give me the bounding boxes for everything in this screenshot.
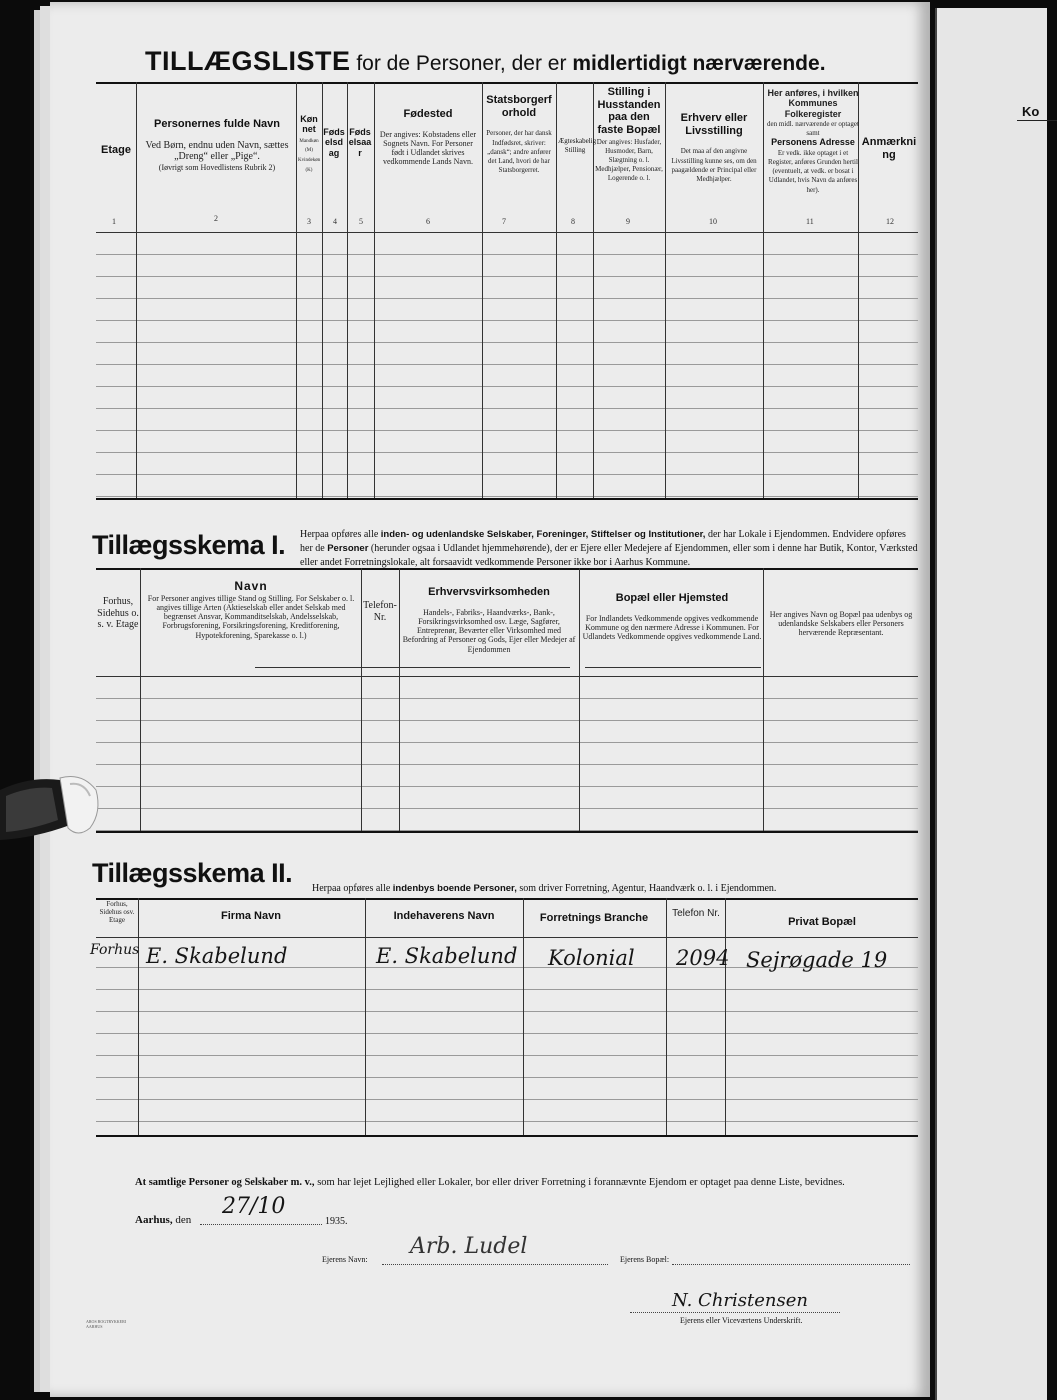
printer-mark: AROS BOGTRYKKERI AARHUS xyxy=(86,1319,127,1329)
row-rule xyxy=(96,786,918,787)
row-rule xyxy=(96,989,918,990)
row-rule xyxy=(96,254,918,255)
s1-col-repraesentant: Her angives Navn og Bopæl paa udenbys og udenlandske Selskabers eller Personers herværende Repræsentant. xyxy=(769,610,913,638)
row-rule xyxy=(96,1055,918,1056)
row1-firma: E. Skabelund xyxy=(146,944,288,968)
column-rule xyxy=(556,82,557,498)
s1-col-erhverv: Erhvervsvirksomheden xyxy=(428,586,550,598)
owner-address-label: Ejerens Bopæl: xyxy=(620,1255,670,1264)
s1-col-bopael: Bopæl eller Hjemsted xyxy=(615,592,729,604)
s2-col-firma: Firma Navn xyxy=(221,910,281,922)
col-statsborgerforhold: Statsborgerforhold xyxy=(486,94,552,119)
schema1-title: Tillægsskema I. xyxy=(92,530,286,560)
row-rule xyxy=(96,830,918,831)
date-handwritten: 27/10 xyxy=(222,1194,286,1219)
binder-clip-icon xyxy=(0,770,100,845)
row1-bopael: Sejrøgade 19 xyxy=(746,948,888,972)
col-foedselsaar: Fødselsaar xyxy=(348,127,372,158)
col-stilling: Stilling i Husstanden paa den faste Bopæl xyxy=(597,86,661,136)
s2-col-bopael: Privat Bopæl xyxy=(788,916,856,928)
column-rule xyxy=(523,898,524,1135)
row1-telefon: 2094 xyxy=(676,946,730,970)
date-line: Aarhus, den xyxy=(135,1214,192,1226)
column-rule xyxy=(763,568,764,831)
row1-etage: Forhus xyxy=(90,942,140,958)
column-rule xyxy=(482,82,483,498)
row-rule xyxy=(96,742,918,743)
row-rule xyxy=(96,276,918,277)
row1-branche: Kolonial xyxy=(548,946,635,970)
row-rule xyxy=(96,1077,918,1078)
row-rule xyxy=(96,452,918,453)
row-rule xyxy=(96,298,918,299)
column-rule xyxy=(763,82,764,498)
row-rule xyxy=(96,430,918,431)
schema2-title: Tillægsskema II. xyxy=(92,858,293,888)
row-rule xyxy=(96,342,918,343)
col-erhverv: Erhverv eller Livsstilling xyxy=(680,112,748,137)
year: 1935. xyxy=(325,1216,348,1227)
signature-label: Ejerens eller Viceværtens Underskrift. xyxy=(680,1316,803,1325)
owner-name-handwritten: Arb. Ludel xyxy=(410,1234,528,1259)
column-rule xyxy=(665,82,666,498)
row1-indehaver: E. Skabelund xyxy=(376,944,518,968)
col-aegteskabelig: Ægteskabelig Stilling xyxy=(558,137,597,155)
row-rule xyxy=(96,1033,918,1034)
row-rule xyxy=(96,320,918,321)
s1-col-navn: Navn xyxy=(234,579,268,593)
ledger-page: TILLÆGSLISTE for de Personer, der er midlertidigt nærværende. Etage Personernes fulde Navn Ved Børn, endnu uden Navn, sættes „Dreng“ eller „Pige“. (Iøvrigt som Hovedlistens Rubrik 2) Kønnet Mandkøn (M) Kvindekøn (K) Fødselsdag Fødselsaar Fødested Der angives: Kobstadens eller Sognets Navn. For Personer født i Udlandet skrives vedkommende Lands Navn. Statsborgerforhold Personer, der har dansk Indfødsret, skriver: „dansk“; andre anfører det Land, hvori de har Statsborgerret. Ægteskabelig Stilling Stilling i Husstanden paa den faste Bopæl Der angives: Husfader, Husmoder, Barn, Slægtning o. l. Medhjælper, Pensionær, Logerende o. l. Erhverv eller Livsstilling Det maa af den angivne Livsstilling kunne ses, om den paagældende er Principal eller Medhjælper. Her anføres, i hvilken Kommunes Folkeregister den midl. nærværende er optaget samt Personens Adresse Er vedk. ikke optaget i et Register, anføres Grunden hertil (eventuelt, at vedk. er bosat i Udlandet, hvis Navn da anføres her). Anmærkning 1 2 3 4 5 6 7 8 9 10 11 12 Tillægsskema I. Herpaa opføres alle inden- og udenlandske Selskaber, Foreninger, Stiftelser og Institutioner, der har Lokale i Ejendommen. Endvidere opføres her de Personer (herunder ogsaa i Udlandet hjemmehørende), der er Ejere eller Medejere af Ejendommen, eller som i denne har Butik, Kontor, Værksted eller andet Forretningslokale, alt forsaavidt vedkommende Personer ikke bor i Aarhus Kommune. Forhus, Sidehus o. s. v. Etage Navn For Personer angives tillige Stand og Stilling. For Selskaber o. l. angives tillige Arten (Aktieselskab eller andet Selskab med begrænset Ansvar, Kommanditselskab, Andelsselskab, Forbrugsforening, Forsikringsforening, Kreditforening, Hypotekforening, Sparekasse o. l.) Telefon-Nr. Erhvervsvirksomheden Handels-, Fabriks-, Haandværks-, Bank-, Forsikringsvirksomhed osv. Læge, Sagfører, Entreprenør, Beværter eller Virksomhed med Befordring af Personer og Gods, Ejer eller Medejer af Ejendommen Bopæl eller Hjemsted For Indlandets Vedkommende opgives vedkommende Kommune og den nærmere Adresse i Kommunen. For Udlandets Vedkommende opgives vedkommende Land. Her angives Navn og Bopæl paa udenbys og udenlandske Selskabers eller Personers herværende Repræsentant. Tillægsskema II. Herpaa opføres alle indenbys boende Personer, som driver Forretning, Agentur, Haandværk o. l. i Ejendommen. Forhus, Sidehus osv. Etage Firma Navn Indehaverens Navn Forretnings Branche Telefon Nr. Privat Bopæl Forhus E. Skabelund E. Skabelund Kolonial 2094 Sejrøgade 19 At samtlige Personer og Selskaber m. v., som har lejet Lejlighed eller Lokaler, bor eller driver Forretning i forannævnte Ejendom er optaget paa denne Liste, bevidnes. Aarhus, den 27/10 1935. Ejerens Navn: Arb. Ludel Ejerens Bopæl: N. Christensen Ejerens eller Viceværtens Underskrift. AROS BOGTRYKKERI AARHUS xyxy=(50,2,930,1397)
row-rule xyxy=(96,496,918,497)
col-anmaerkning: Anmærkning xyxy=(861,136,917,161)
column-rule xyxy=(140,568,141,831)
s2-col-etage: Forhus, Sidehus osv. Etage xyxy=(99,900,135,925)
row-rule xyxy=(96,474,918,475)
col-koennet: Kønnet xyxy=(300,114,318,135)
column-rule xyxy=(374,82,375,498)
s2-col-indehaver: Indehaverens Navn xyxy=(393,910,495,922)
s2-col-branche: Forretnings Branche xyxy=(539,912,649,924)
column-rule xyxy=(579,568,580,831)
row-rule xyxy=(96,698,918,699)
main-title: TILLÆGSLISTE for de Personer, der er midlertidigt nærværende. xyxy=(145,46,826,76)
row-rule xyxy=(96,1099,918,1100)
col-etage: Etage xyxy=(101,144,131,156)
row-rule xyxy=(96,364,918,365)
schema1-intro: Herpaa opføres alle inden- og udenlandske Selskaber, Foreninger, Stiftelser og Institutioner, der har Lokale i Ejendommen. Endvidere opføres her de Personer (herunder ogsaa i Udlandet hjemmehørende), der er Ejere eller Medejere af Ejendommen, eller som i denne har Butik, Kontor, Værksted eller andet Forretningslokale, alt forsaavidt vedkommende Personer ikke bor i Aarhus Kommune. xyxy=(300,529,918,568)
column-rule xyxy=(296,82,297,498)
row-rule xyxy=(96,808,918,809)
column-rule xyxy=(666,898,667,1135)
s1-col-telefon: Telefon-Nr. xyxy=(363,600,397,623)
signature-handwritten: N. Christensen xyxy=(672,1290,808,1311)
schema2-intro: Herpaa opføres alle indenbys boende Personer, som driver Forretning, Agentur, Haandværk o. l. i Ejendommen. xyxy=(312,883,777,894)
column-rule xyxy=(725,898,726,1135)
col-navn: Personernes fulde Navn xyxy=(154,118,280,130)
s1-col-etage: Forhus, Sidehus o. s. v. Etage xyxy=(97,596,139,630)
facing-page-fragment: Ko xyxy=(1022,104,1040,119)
column-rule xyxy=(136,82,137,498)
row-rule xyxy=(96,1011,918,1012)
col-foedselsdag: Fødselsdag xyxy=(323,127,345,158)
attestation-statement: At samtlige Personer og Selskaber m. v., som har lejet Lejlighed eller Lokaler, bor eller driver Forretning i forannævnte Ejendom er optaget paa denne Liste, bevidnes. xyxy=(135,1177,845,1188)
s2-col-telefon: Telefon Nr. xyxy=(672,908,720,919)
row-rule xyxy=(96,386,918,387)
col-adresse: Personens Adresse xyxy=(771,137,855,148)
column-rule xyxy=(365,898,366,1135)
row-rule xyxy=(96,764,918,765)
col-foedested: Fødested xyxy=(403,108,453,120)
facing-page xyxy=(935,8,1047,1400)
row-rule xyxy=(96,408,918,409)
owner-name-label: Ejerens Navn: xyxy=(322,1255,368,1264)
column-rule xyxy=(138,898,139,1135)
row-rule xyxy=(96,720,918,721)
row-rule xyxy=(96,1121,918,1122)
